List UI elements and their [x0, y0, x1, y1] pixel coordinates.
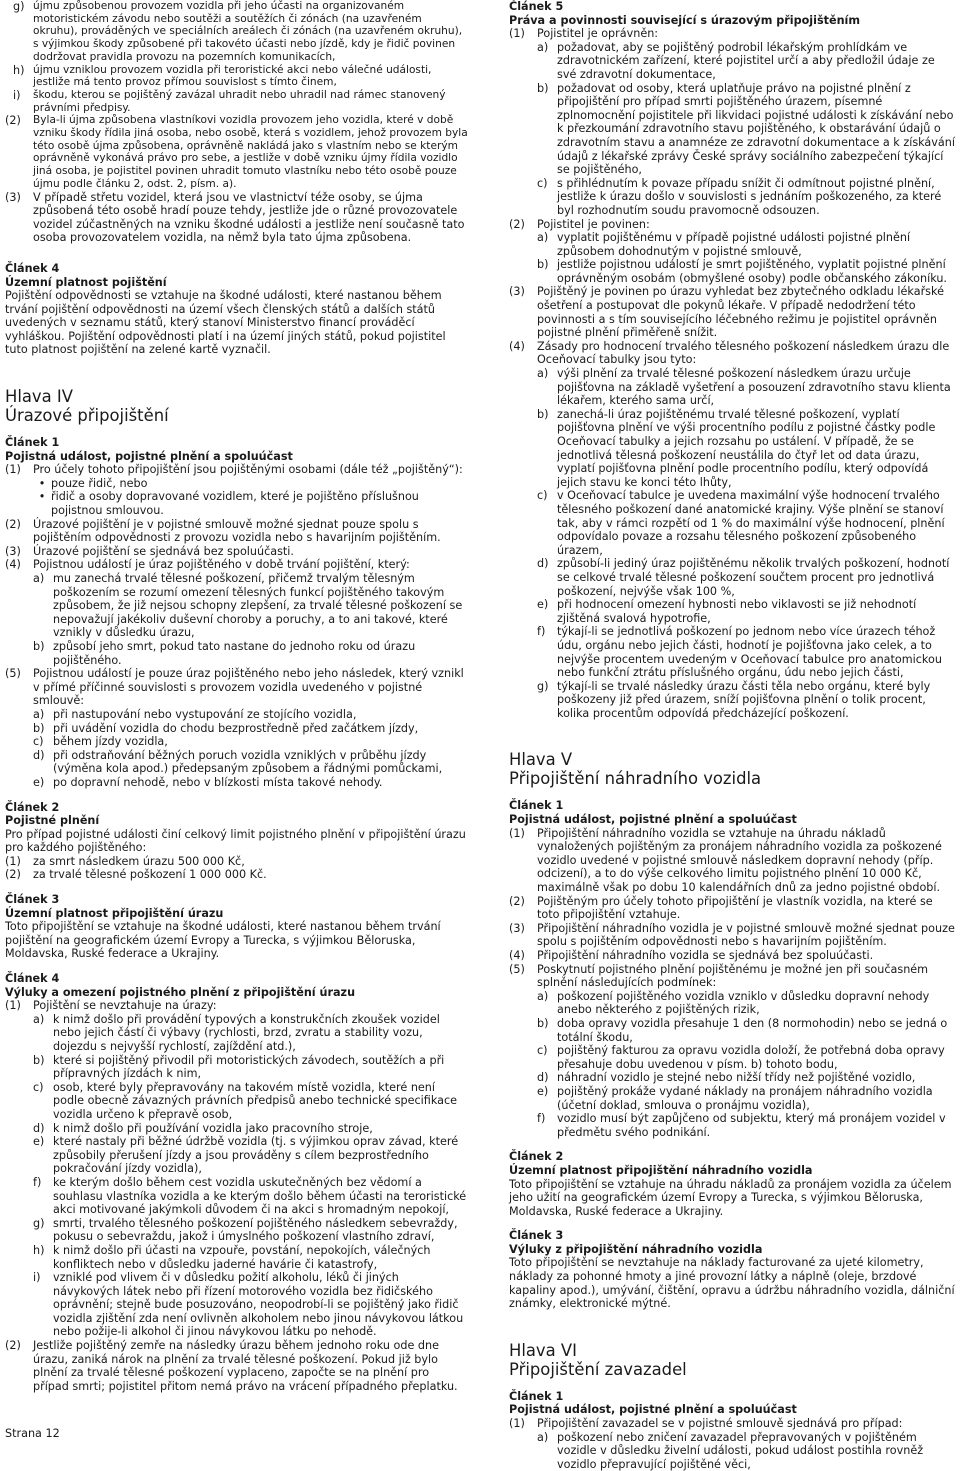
- item-label: c): [537, 1044, 548, 1058]
- numbered-paragraph: [509, 895, 956, 922]
- list-item: [509, 41, 956, 82]
- paragraph-text: Úrazové pojištění je v pojistné smlouvě možné sjednat pouze spolu s pojištěním odpovědnosti z provozu vozidla nebo s havarijním pojištěním.: [33, 517, 441, 545]
- item-text: které si pojištěný přivodil při motoristických závodech, soutěžích a při přípravných jízdách k nim,: [53, 1053, 445, 1081]
- item-label: b): [537, 407, 549, 421]
- article-text: Pro případ pojistné události činí celkový limit pojistného plnění v připojištění úrazu pro každého pojištěného:: [5, 827, 466, 855]
- item-label: a): [33, 707, 45, 721]
- part-heading: [509, 1341, 956, 1379]
- article-title: Pojistné plnění: [5, 814, 100, 828]
- numbered-paragraph: [509, 218, 956, 232]
- item-label: (2): [509, 894, 525, 908]
- item-text: osob, které byly přepravovány na takovém místě vozidla, které není podle obecně závazných právních předpisů anebo technické specifikace vozidla určeno k přepravě osob,: [53, 1080, 457, 1121]
- numbered-paragraph: [509, 827, 956, 895]
- list-item: [5, 1135, 468, 1176]
- item-text: újmu způsobenou provozem vozidla při jeho účasti na organizovaném motoristickém závodu nebo soutěži a soutěžích či zónách (na uzavřeném okruhu), prováděných ve speciálních areálech či zónách (na uzavřeném okruhu), s výjimkou škody způsobené při takovéto účasti nebo jízdě, kdy je řidič povinen dodržovat pravidla provozu na pozemních komunikacích,: [33, 0, 463, 63]
- list-item: [509, 177, 956, 218]
- item-text: týkají-li se trvalé následky úrazu části těla nebo orgánu, které byly poškozeny již před úrazem, sníží pojišťovna plnění o tolik procent, kolika procentům odpovídá předcházející poškození.: [557, 679, 931, 720]
- numbered-paragraph: [5, 667, 468, 708]
- list-item: [5, 749, 468, 776]
- item-text: způsobí jeho smrt, pokud tato nastane do jednoho roku od úrazu pojištěného.: [53, 639, 416, 667]
- item-text: Připojištění náhradního vozidla je v pojistné smlouvě možné sjednat pouze spolu s pojištěním odpovědnosti nebo s havarijním pojištěním.: [537, 921, 955, 949]
- article-heading: Článek 4: [5, 972, 60, 986]
- numbered-paragraph: [509, 285, 956, 339]
- item-text: k nimž došlo při používání vozidla jako pracovního stroje,: [53, 1121, 373, 1135]
- item-label: e): [33, 775, 45, 789]
- paragraph-text: Pojistnou událostí je pouze úraz pojištěného nebo jeho následek, který vznikl v přímé příčinné souvislosti s provozem vozidla uvedeného v pojistné smlouvě:: [33, 667, 464, 708]
- part-title: Připojištění náhradního vozidla: [509, 769, 762, 789]
- item-label: a): [537, 231, 549, 245]
- paragraph-text: Pojistitel je povinen:: [537, 217, 650, 231]
- paragraph-text: Zásady pro hodnocení trvalého tělesného poškození následkem úrazu dle Oceňovací tabulky jsou tyto:: [537, 339, 950, 367]
- item-text: během jízdy vozidla,: [53, 735, 168, 749]
- item-label: f): [33, 1175, 42, 1189]
- item-label: (5): [509, 962, 525, 976]
- article-title: Územní platnost připojištění náhradního vozidla: [509, 1163, 813, 1177]
- item-text: jestliže pojistnou událostí je smrt pojištěného, vyplatit pojistné plnění oprávněným osobám (obmyšlené osoby) podle občanského zákoníku.: [557, 258, 947, 285]
- item-label: b): [33, 639, 45, 653]
- item-text: doba opravy vozidla přesahuje 1 den (8 normohodin) nebo se jedná o totální škodu,: [557, 1016, 948, 1044]
- numbered-paragraph: [5, 463, 468, 477]
- part-number: Hlava VI: [509, 1340, 577, 1360]
- paragraph-number: (3): [5, 544, 21, 558]
- item-label: f): [537, 625, 546, 639]
- item-label: a): [537, 40, 549, 54]
- bullet-icon: •: [38, 490, 46, 504]
- article-heading: Článek 1: [509, 799, 564, 813]
- numbered-paragraph: [509, 922, 956, 949]
- item-text: které nastaly při běžné údržbě vozidla (tj. s výjimkou oprav závad, které způsobily přerušení jízdy a jsou prováděny s cílem bezprostředního pokračování jízdy vozidla),: [53, 1135, 459, 1176]
- item-text: s přihlédnutím k povaze případu snížit či odmítnout pojistné plnění, jestliže k úrazu došlo v souvislosti s jednáním poškozeného, za které byl rozhodnutím soudu pravomocně odsouzen.: [557, 176, 942, 217]
- paragraph-number: (4): [5, 558, 21, 572]
- paragraph-number: (1): [5, 999, 21, 1013]
- item-label: c): [33, 735, 44, 749]
- part-title: Úrazové připojištění: [5, 406, 169, 426]
- item-text: poškození pojištěného vozidla vzniklo v důsledku dopravní nehody anebo některého z pojištěných rizik,: [557, 989, 930, 1017]
- item-label: a): [537, 989, 549, 1003]
- item-label: e): [537, 1084, 549, 1098]
- numbered-paragraph: [5, 868, 468, 882]
- item-text: Připojištění náhradního vozidla se sjednává bez spoluúčasti.: [537, 949, 874, 962]
- paragraph-text: V případě střetu vozidel, která jsou ve vlastnictví téže osoby, se újma způsobená této osobě hradí pouze tehdy, jestliže jde o různé provozovatele vozidel zúčastněných na vzniku škodné události a jestliže není současně tato osoba provozovatelem vozidla, na němž byla tato újma způsobena.: [33, 190, 465, 245]
- part-heading: [5, 387, 468, 425]
- item-label: c): [537, 489, 548, 503]
- bullet-item: [5, 490, 468, 517]
- paragraph-number: (3): [509, 285, 525, 299]
- list-item: [509, 82, 956, 177]
- item-label: c): [537, 176, 548, 190]
- item-label: d): [537, 1071, 549, 1085]
- item-text: k nimž došlo při účasti na vzpouře, povstání, nepokojích, válečných konfliktech nebo v důsledku jaderné havárie či katastrofy,: [53, 1243, 431, 1271]
- article-text: Toto připojištění se vztahuje na úhradu nákladů za pronájem vozidla za účelem jeho užití na geografickém území Evropy a Turecka, s výjimkou Běloruska, Moldavska, Ruské federace a Ukrajiny.: [509, 1177, 952, 1218]
- article-heading: Článek 2: [509, 1150, 564, 1164]
- list-item: [5, 1054, 468, 1081]
- list-item: [509, 557, 956, 598]
- item-label: c): [33, 1080, 44, 1094]
- list-item: [509, 1044, 956, 1071]
- list-item: [5, 89, 468, 114]
- list-item: [5, 64, 468, 89]
- paragraph-text: Pojištění se nevztahuje na úrazy:: [33, 999, 217, 1013]
- numbered-paragraph: [5, 518, 468, 545]
- list-item: [509, 367, 956, 408]
- list-item: [509, 1112, 956, 1139]
- list-item: [509, 990, 956, 1017]
- list-item: [509, 625, 956, 679]
- item-text: náhradní vozidlo je stejné nebo nižší třídy než pojištěné vozidlo,: [557, 1071, 916, 1085]
- item-text: při odstraňování běžných poruch vozidla vzniklých v průběhu jízdy (výměna kola apod.) předepsaným způsobem a řádnými pomůckami,: [53, 748, 443, 776]
- list-item: [509, 489, 956, 557]
- item-text: vyplatit pojištěnému v případě pojistné události pojistné plnění způsobem dohodnutým v pojistné smlouvě,: [557, 231, 911, 258]
- paragraph-text: Pro účely tohoto připojištění jsou pojištěnými osobami (dále též „pojištěný“):: [33, 463, 463, 477]
- paragraph-number: (2): [5, 517, 21, 531]
- numbered-paragraph: [5, 545, 468, 559]
- item-text: pojištěný prokáže vydané náklady na pronájem náhradního vozidla (účetní doklad, smlouva o pronájmu vozidla),: [557, 1084, 933, 1112]
- item-label: e): [537, 598, 549, 612]
- list-item: [5, 0, 468, 64]
- item-label: g): [13, 0, 25, 13]
- paragraph-text: Úrazové pojištění se sjednává bez spoluúčasti.: [33, 544, 294, 558]
- item-label: a): [537, 1430, 549, 1444]
- item-label: a): [33, 572, 45, 586]
- item-label: a): [537, 367, 549, 381]
- item-text: škodu, kterou se pojištěný zavázal uhradit nebo uhradil nad rámec stanovený právními předpisy.: [33, 88, 446, 114]
- list-item: [5, 1122, 468, 1136]
- bullet-icon: •: [38, 476, 46, 490]
- item-text: mu zanechá trvalé tělesné poškození, přičemž trvalým tělesným poškozením se rozumí omezení tělesných funkcí pojištěného takovým způsobem, že již nejsou schopny zlepšení, za trvalé tělesné poškození se nepovažují jakékoliv duševní choroby a poruchy, a to ani takové, které vznikly v důsledku úrazu,: [53, 572, 463, 640]
- paragraph-text: Jestliže pojištěný zemře na následky úrazu během jednoho roku ode dne úrazu, zaniká nárok na plnění za trvalé tělesné poškození. Pokud již bylo plnění za trvalé tělesné poškození vyplaceno, započte se na plnění pro případ smrti; pojistitel přitom nemá právo na vrácení případného přeplatku.: [33, 1339, 458, 1393]
- item-text: újmu vzniklou provozem vozidla při teroristické akci nebo válečné události, jestliže má tento provoz přímou souvislost s tímto činem,: [33, 63, 432, 89]
- item-label: i): [33, 1271, 41, 1285]
- list-item: [509, 408, 956, 490]
- paragraph-number: (1): [509, 1417, 525, 1431]
- paragraph-text: za smrt následkem úrazu 500 000 Kč,: [33, 854, 245, 868]
- item-label: f): [537, 1112, 546, 1126]
- numbered-paragraph: [509, 949, 956, 963]
- part-number: Hlava V: [509, 750, 573, 770]
- item-label: b): [537, 1016, 549, 1030]
- part-title: Připojištění zavazadel: [509, 1359, 687, 1379]
- item-text: Pojištěným pro účely tohoto připojištění je vlastník vozidla, na které se toto připojištění vztahuje.: [537, 894, 933, 922]
- item-text: při uvádění vozidla do chodu bezprostředně před začátkem jízdy,: [53, 721, 419, 735]
- item-label: d): [537, 557, 549, 571]
- paragraph-number: (2): [5, 1339, 21, 1353]
- paragraph-number: (2): [5, 868, 21, 882]
- paragraph-number: (3): [5, 190, 21, 204]
- list-item: [509, 1085, 956, 1112]
- item-label: d): [33, 748, 45, 762]
- list-item: [509, 1017, 956, 1044]
- article-title: Pojistná událost, pojistné plnění a spoluúčast: [5, 449, 293, 463]
- paragraph-text: Byla-li újma způsobena vlastníkovi vozidla provozem jeho vozidla, které v době vzniku škody řídila jiná osoba, nebo osobě, která s vozidlem, jehož provozem byla této osobě újma způsobena, oprávněně nakládá jako s vlastním nebo se kterým oprávněně vykonává právo pro sebe, a jestliže v době vzniku újmy řídila vozidlo jiná osoba, je pojistitel povinen uhradit tomuto vlastníku nebo této osobě pouze újmu podle článku 2, odst. 2, písm. a).: [33, 114, 468, 190]
- numbered-paragraph: [509, 27, 956, 41]
- item-label: d): [33, 1121, 45, 1135]
- paragraph-text: Pojistnou událostí je úraz pojištěného v době trvání pojištění, který:: [33, 558, 410, 572]
- item-text: požadovat, aby se pojištěný podrobil lékařským prohlídkám ve zdravotnickém zařízení, které pojistitel určí a aby předložil údaje ze své zdravotní dokumentace,: [557, 40, 935, 81]
- part-number: Hlava IV: [5, 387, 73, 407]
- list-item: [5, 1244, 468, 1271]
- article-text: Toto připojištění se nevztahuje na náklady facturované za ujeté kilometry, náklady za pohonné hmoty a jiné provozní látky a náplně (oleje, brzdové kapaliny apod.), umývání, čištění, opravu a údržbu náhradního vozidla, dálniční známky, elektronické mýtné.: [509, 1256, 955, 1311]
- paragraph-number: (1): [5, 463, 21, 477]
- item-label: a): [33, 1012, 45, 1026]
- item-text: poškození nebo zničení zavazadel přepravovaných v pojištěném vozidle v důsledku živelní události, pokud událost postihla rovněž vozidlo přepravující pojištěné věci,: [557, 1430, 924, 1471]
- article-title: Územní platnost připojištění úrazu: [5, 906, 224, 920]
- numbered-paragraph: [509, 1417, 956, 1431]
- item-text: v Oceňovací tabulce je uvedena maximální výše hodnocení trvalého tělesného poškození dané anatomické krajiny. Výše plnění se stanoví tak, aby v rámci rozpětí od 1 % do maximální výše hodnocení, plnění odpovídalo povaze a rozsahu tělesného poškození způsobeného úrazem,: [557, 489, 945, 557]
- item-text: Poskytnutí pojistného plnění pojištěnému je možné jen při současném splnění následujících podmínek:: [537, 962, 929, 990]
- list-item: [509, 1431, 956, 1471]
- article-title: Práva a povinnosti související s úrazovým připojištěním: [509, 13, 861, 27]
- numbered-paragraph: [5, 191, 468, 245]
- item-text: týkají-li se jednotlivá poškození po jednom nebo více úrazech téhož údu, orgánu nebo jejich části, hodnotí je pojišťovna jako celek, a to nejvýše procentem uvedeným v Oceňovací tabulce pro anatomickou nebo funkční ztrátu příslušného orgánu, údu nebo jejich části,: [557, 625, 942, 680]
- item-text: požadovat od osoby, která uplatňuje právo na pojistné plnění z připojištění pro případ smrti pojištěného úrazem, písemné zplnomocnění pojistitele při likvidaci pojistné události k získávání nebo k přezkoumání zdravotního stavu pojištěného, k obstarávání údajů o zdravotním stavu a anamnéze ze zdravotní dokumentace a k získávání údajů z lékařské zprávy České správy sociálního zabezpečení týkající se pojištěného,: [557, 81, 955, 177]
- item-label: b): [537, 81, 549, 95]
- item-text: řidič a osoby dopravované vozidlem, které je pojištěno příslušnou pojistnou smlouvou.: [51, 490, 419, 518]
- item-label: i): [13, 88, 21, 102]
- article-heading: Článek 3: [509, 1229, 564, 1243]
- item-label: g): [33, 1216, 45, 1230]
- item-label: g): [537, 679, 549, 693]
- list-item: [5, 1271, 468, 1339]
- numbered-paragraph: [5, 855, 468, 869]
- part-heading: [509, 750, 956, 788]
- paragraph-text: Připojištění zavazadel se v pojistné smlouvě sjednává pro případ:: [537, 1417, 903, 1431]
- article-title: Pojistná událost, pojistné plnění a spoluúčast: [509, 1403, 797, 1417]
- item-label: b): [537, 258, 549, 272]
- item-label: h): [13, 63, 25, 77]
- paragraph-text: Pojistitel je oprávněn:: [537, 27, 659, 41]
- numbered-paragraph: [5, 999, 468, 1013]
- list-item: [509, 258, 956, 285]
- list-item: [5, 708, 468, 722]
- list-item: [5, 1217, 468, 1244]
- article-heading: Článek 2: [5, 800, 60, 814]
- list-item: [5, 722, 468, 736]
- paragraph-number: (2): [509, 217, 525, 231]
- numbered-paragraph: [509, 963, 956, 990]
- list-item: [5, 1176, 468, 1217]
- paragraph-number: (5): [5, 667, 21, 681]
- numbered-paragraph: [509, 340, 956, 367]
- list-item: [5, 1013, 468, 1054]
- list-item: [5, 776, 468, 790]
- item-label: b): [33, 721, 45, 735]
- list-item: [509, 231, 956, 258]
- item-text: k nimž došlo při provádění typových a konstrukčních zkoušek vozidel nebo jejich částí či výbavy (rychlosti, brzd, zvratu a stability vozu, dojezdu s nejvyšší rychlostí, zajíždění atd.),: [53, 1012, 440, 1054]
- article-text: Toto připojištění se vztahuje na škodné události, které nastanou během trvání pojištění na geografickém území Evropy a Turecka, s výjimkou Běloruska, Moldavska, Ruské federace a Ukrajiny.: [5, 920, 441, 961]
- item-label: (4): [509, 949, 525, 962]
- item-text: při hodnocení omezení hybnosti nebo viklavosti se již nehodnotí zjištěná svalová hypotrofie,: [557, 598, 917, 625]
- item-text: zanechá-li úraz pojištěnému trvalé tělesné poškození, vyplatí pojišťovna plnění ve výši procentního podílu z pojistné částky podle Oceňovací tabulky a jejich rozsahu po ustálení. V případě, že se jednotlivá tělesná poškození neustálila do čtyř let od data úrazu, vyplatí pojišťovna plnění podle procentního podílu, který odpovídá jejich stavu ke konci této lhůty,: [557, 407, 936, 489]
- paragraph-number: (4): [509, 339, 525, 353]
- item-text: výši plnění za trvalé tělesné poškození následkem úrazu určuje pojišťovna na základě vyšetření a posouzení zdravotního stavu klienta lékařem, kterého sama určí,: [557, 367, 951, 408]
- list-item: [5, 572, 468, 640]
- article-title: Výluky a omezení pojistného plnění z připojištění úrazu: [5, 985, 356, 999]
- item-label: e): [33, 1135, 45, 1149]
- list-item: [5, 735, 468, 749]
- numbered-paragraph: [5, 114, 468, 190]
- article-heading: Článek 4: [5, 261, 60, 275]
- item-label: (3): [509, 921, 525, 935]
- article-title: Výluky z připojištění náhradního vozidla: [509, 1242, 763, 1256]
- item-text: ke kterým došlo během cest vozidla uskutečněných bez vědomí a souhlasu vlastníka vozidla a ke kterým došlo během účasti na teroristické akci motivované jakýmkoli důvodem či na akci s hromadným nepokojí,: [53, 1175, 467, 1217]
- paragraph-text: Pojištěný je povinen po úrazu vyhledat bez zbytečného odkladu lékařské ošetření a postupovat dle pokynů lékaře. V případě nedodržení této povinnosti a s tím souvisejícího léčebného režimu je pojistitel oprávněn pojistné plnění přiměřeně snížit.: [537, 285, 944, 340]
- list-item: [5, 1081, 468, 1122]
- item-label: b): [33, 1053, 45, 1067]
- paragraph-number: (1): [5, 854, 21, 868]
- list-item: [509, 680, 956, 721]
- article-heading: Článek 1: [5, 436, 60, 450]
- bullet-item: [5, 477, 468, 491]
- item-text: způsobí-li jediný úraz pojištěnému několik trvalých poškození, hodnotí se celkové trvalé tělesné poškození součtem procent pro jednotlivá poškození, nejvýše však 100 %,: [557, 557, 950, 598]
- item-text: při nastupování nebo vystupování ze stojícího vozidla,: [53, 707, 357, 721]
- item-text: pouze řidič, nebo: [51, 476, 148, 490]
- item-text: pojištěný fakturou za opravu vozidla doloží, že potřebná doba opravy přesahuje dobu uvedenou v písm. b) tohoto bodu,: [557, 1044, 945, 1071]
- paragraph-number: (2): [5, 114, 21, 128]
- list-item: [509, 1071, 956, 1085]
- article-title: Územní platnost pojištění: [5, 275, 167, 289]
- numbered-paragraph: [5, 1339, 468, 1393]
- paragraph-number: (1): [509, 27, 525, 41]
- item-text: vozidlo musí být zapůjčeno od subjektu, který má pronájem vozidel v předmětu svého podnikání.: [557, 1112, 946, 1139]
- article-text: Pojištění odpovědnosti se vztahuje na škodné události, které nastanou během trvání pojištění odpovědnosti na území všech členských států a dalších států uvedených v seznamu států, který stanoví Ministerstvo financí prováděcí vyhláškou. Pojištění odpovědnosti platí i na území jiných států, pokud pojistitel tuto platnost pojištění na zelené kartě vyznačil.: [5, 289, 446, 357]
- page-number: Strana 12: [5, 1427, 60, 1440]
- paragraph-text: za trvalé tělesné poškození 1 000 000 Kč.: [33, 868, 267, 882]
- continued-exclusions-list: [5, 0, 468, 191]
- article-title: Pojistná událost, pojistné plnění a spoluúčast: [509, 813, 797, 827]
- item-label: h): [33, 1243, 45, 1257]
- left-column: [5, 0, 468, 1393]
- item-text: smrti, trvalého tělesného poškození pojištěného následkem sebevraždy, pokusu o sebevraždu, jakož i úmyslného poškození vlastního zdraví,: [53, 1216, 458, 1244]
- numbered-paragraph: [5, 558, 468, 572]
- article-heading: Článek 3: [5, 893, 60, 907]
- article-heading: Článek 5: [509, 0, 564, 13]
- item-label: (1): [509, 826, 525, 840]
- item-text: po dopravní nehodě, nebo v blízkosti místa takové nehody.: [53, 775, 383, 789]
- item-text: vzniklé pod vlivem či v důsledku požití alkoholu, léků či jiných návykových látek nebo při řízení motorového vozidla bez řidičského oprávnění; stejně bude posuzováno, neopodrobí-li se pojištěný jako řidič vozidla zjištění zda není ovlivněn alkoholem nebo jinou návykovou látkou nebo požije-li alkohol či jinou návykovou látku po nehodě.: [53, 1271, 464, 1339]
- item-text: Připojištění náhradního vozidla se vztahuje na úhradu nákladů vynaložených pojištěným za pronájem náhradního vozidla za poškozené vozidlo uvedené v pojistné smlouvě následkem dopravní nehody (příp. odcizení), a to do výše celkového limitu pojistného plnění 10 000 Kč, maximálně však po dobu 10 kalendářních dnů za jedno pojistné období.: [537, 826, 942, 895]
- list-item: [5, 640, 468, 667]
- list-item: [509, 598, 956, 625]
- right-column: [509, 0, 956, 1471]
- article-heading: Článek 1: [509, 1389, 564, 1403]
